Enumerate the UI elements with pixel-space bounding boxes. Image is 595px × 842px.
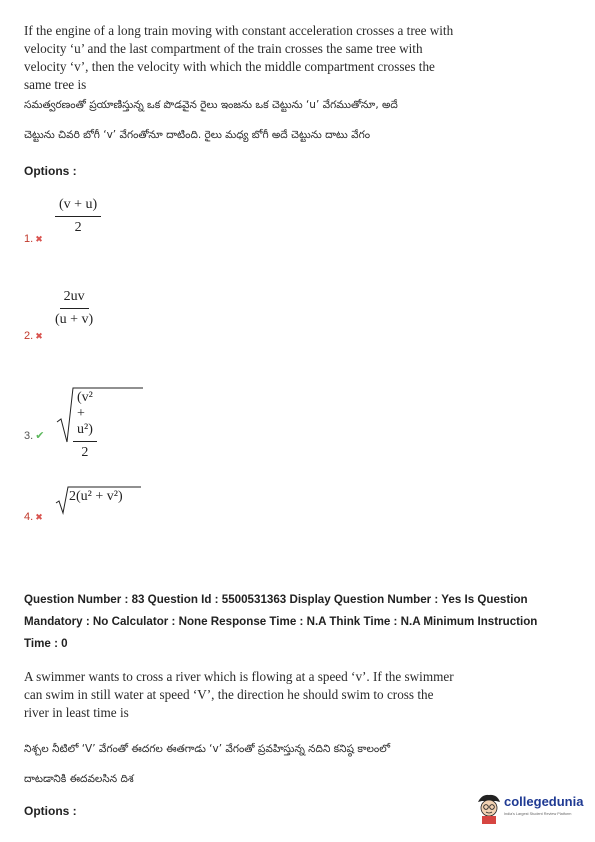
cross-icon: ✖ <box>35 331 43 341</box>
question-83-meta <box>24 589 584 655</box>
cross-icon: ✖ <box>35 512 43 522</box>
option-2[interactable] <box>24 330 43 342</box>
question-83-text-english: A swimmer wants to cross a river which is flowing at a speed ‘v’. If the swimmer can swim in still water at speed ‘V’, the direction he should swim to cross the river in least time is <box>24 669 454 720</box>
option-3[interactable] <box>24 429 44 442</box>
option-1-numerator: (v + u) <box>55 197 101 217</box>
question-83-meta-line-3: Time : 0 <box>24 637 68 650</box>
option-2-numerator: 2uv <box>60 289 89 309</box>
question-83-meta-line-1: Question Number : 83 Question Id : 5500531363 Display Question Number : Yes Is Question <box>24 593 528 606</box>
option-3-number: 3. <box>24 430 34 442</box>
brand-tagline: India's Largest Student Review Platform <box>504 812 572 816</box>
option-2-expression <box>55 289 93 328</box>
option-4-radicand: 2(u² + v²) <box>69 489 123 504</box>
option-1-number: 1. <box>24 233 34 245</box>
options-label-q82: Options : <box>24 164 77 178</box>
option-4[interactable] <box>24 511 43 523</box>
option-1-expression <box>55 197 101 236</box>
option-1[interactable] <box>24 233 43 245</box>
question-83-meta-line-2: Mandatory : No Calculator : None Response Time : N.A Think Time : N.A Minimum Instruction <box>24 615 538 628</box>
options-label-q83: Options : <box>24 804 77 818</box>
option-2-denominator: (u + v) <box>55 312 94 327</box>
option-3-numerator: (v² + u²) <box>73 390 97 442</box>
option-3-denominator: 2 <box>81 445 89 460</box>
mascot-icon <box>476 792 502 824</box>
question-82-text-telugu-line-2: చెట్టును చివరి బోగీ ‘v’ వేగంతోనూ దాటింది. రైలు మధ్య బోగీ అదే చెట్టును దాటు వేగం <box>24 129 371 141</box>
option-2-number: 2. <box>24 330 34 342</box>
question-83-text-telugu-line-2: దాటడానికి ఈదవలసిన దిశ <box>24 773 134 785</box>
question-82-text-telugu-line-1: సమత్వరణంతో ప్రయాణిస్తున్న ఒక పొడవైన రైలు ఇంజను ఒక చెట్టును ‘u’ వేగముతోనూ, అదే <box>24 99 398 111</box>
collegedunia-logo <box>476 792 588 826</box>
brand-name: collegedunia <box>504 794 584 809</box>
question-83-text-telugu-line-1: నిశ్చల నీటిలో ‘V’ వేగంతో ఈదగల ఈతగాడు ‘v’ వేగంతో ప్రవహిస్తున్న నదిని కనిష్ఠ కాలంలో <box>24 743 391 755</box>
square-root-icon <box>55 386 145 446</box>
option-4-number: 4. <box>24 511 34 523</box>
option-1-denominator: 2 <box>74 220 82 235</box>
question-82-text-english: If the engine of a long train moving with constant acceleration crosses a tree with velocity ‘u’ and the last compartment of the train crosses the same tree with velocity ‘v’, then the velocity with which the middle compartment crosses the same tree is <box>24 23 454 92</box>
check-icon: ✔ <box>35 430 45 442</box>
cross-icon: ✖ <box>35 234 43 244</box>
